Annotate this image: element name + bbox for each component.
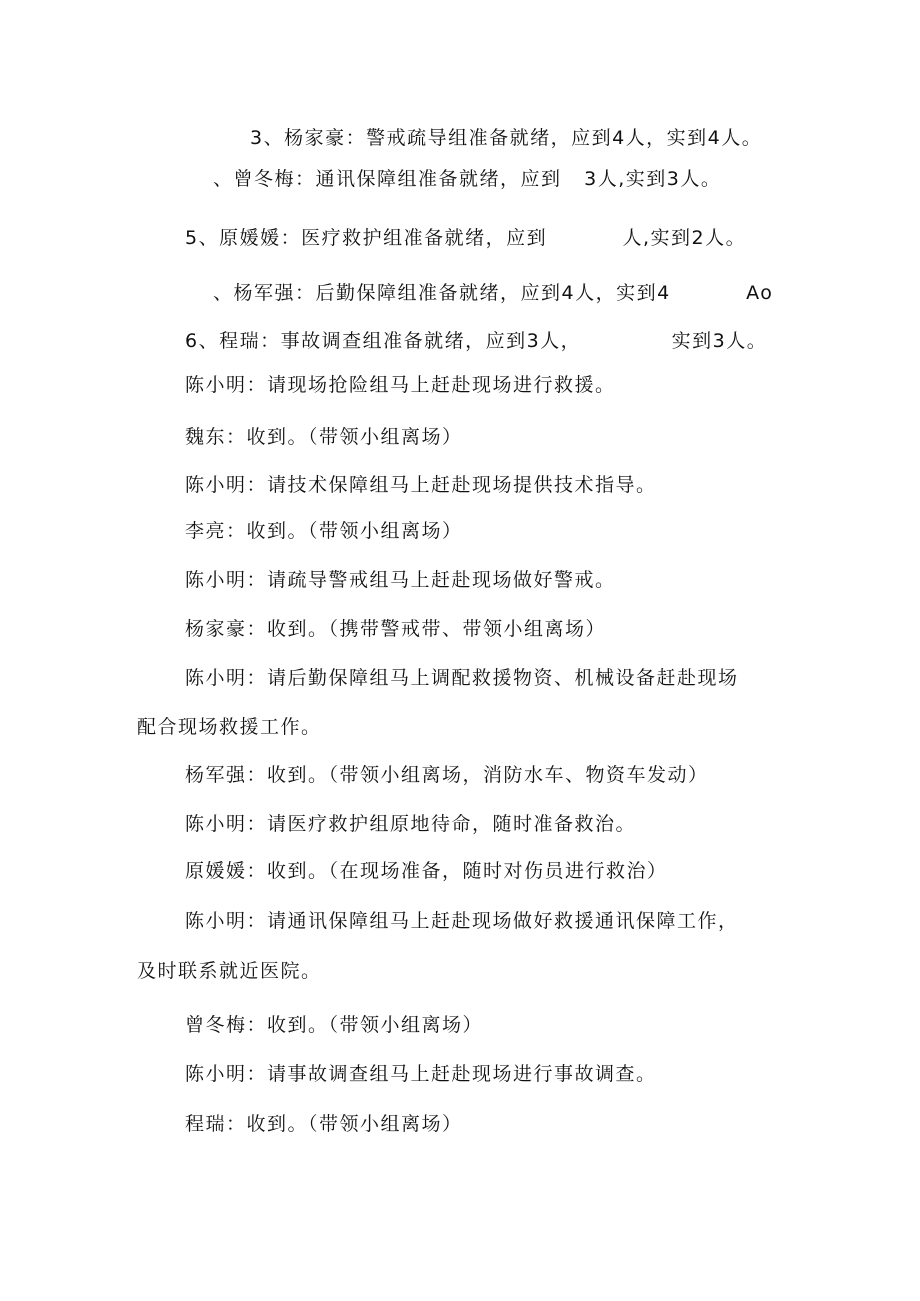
text-line: 程瑞：收到。（带领小组离场）	[185, 1113, 463, 1135]
text-line: 6、程瑞：事故调查组准备就绪，应到3人， 实到3人。	[185, 330, 768, 352]
text-line: 3、杨家豪：警戒疏导组准备就绪，应到4人，实到4人。	[250, 127, 763, 149]
text-line: 陈小明：请现场抢险组马上赶赴现场进行救援。	[185, 374, 616, 396]
text-line: 原媛媛：收到。（在现场准备，随时对伤员进行救治）	[185, 860, 668, 882]
text-line: 陈小明：请通讯保障组马上赶赴现场做好救援通讯保障工作，	[185, 910, 739, 932]
text-line: 、杨军强：后勤保障组准备就绪，应到4人，实到4 Ao	[213, 282, 774, 304]
text-line: 杨家豪：收到。（携带警戒带、带领小组离场）	[185, 618, 607, 640]
text-line: 陈小明：请医疗救护组原地待命，随时准备救治。	[185, 813, 637, 835]
text-line: 、曾冬梅：通讯保障组准备就绪，应到 3人,实到3人。	[213, 168, 722, 190]
text-line: 魏东：收到。（带领小组离场）	[185, 426, 463, 448]
text-line: 及时联系就近医院。	[137, 960, 322, 982]
text-line: 陈小明：请技术保障组马上赶赴现场提供技术指导。	[185, 474, 657, 496]
text-line: 配合现场救援工作。	[137, 716, 322, 738]
text-line: 5、原媛媛：医疗救护组准备就绪，应到 人,实到2人。	[185, 227, 747, 249]
text-line: 陈小明：请疏导警戒组马上赶赴现场做好警戒。	[185, 569, 616, 591]
text-line: 李亮：收到。（带领小组离场）	[185, 520, 463, 542]
text-line: 陈小明：请事故调查组马上赶赴现场进行事故调查。	[185, 1063, 657, 1085]
text-line: 曾冬梅：收到。（带领小组离场）	[185, 1014, 484, 1036]
text-line: 杨军强：收到。（带领小组离场，消防水车、物资车发动）	[185, 764, 709, 786]
text-line: 陈小明：请后勤保障组马上调配救援物资、机械设备赶赴现场	[185, 667, 739, 689]
